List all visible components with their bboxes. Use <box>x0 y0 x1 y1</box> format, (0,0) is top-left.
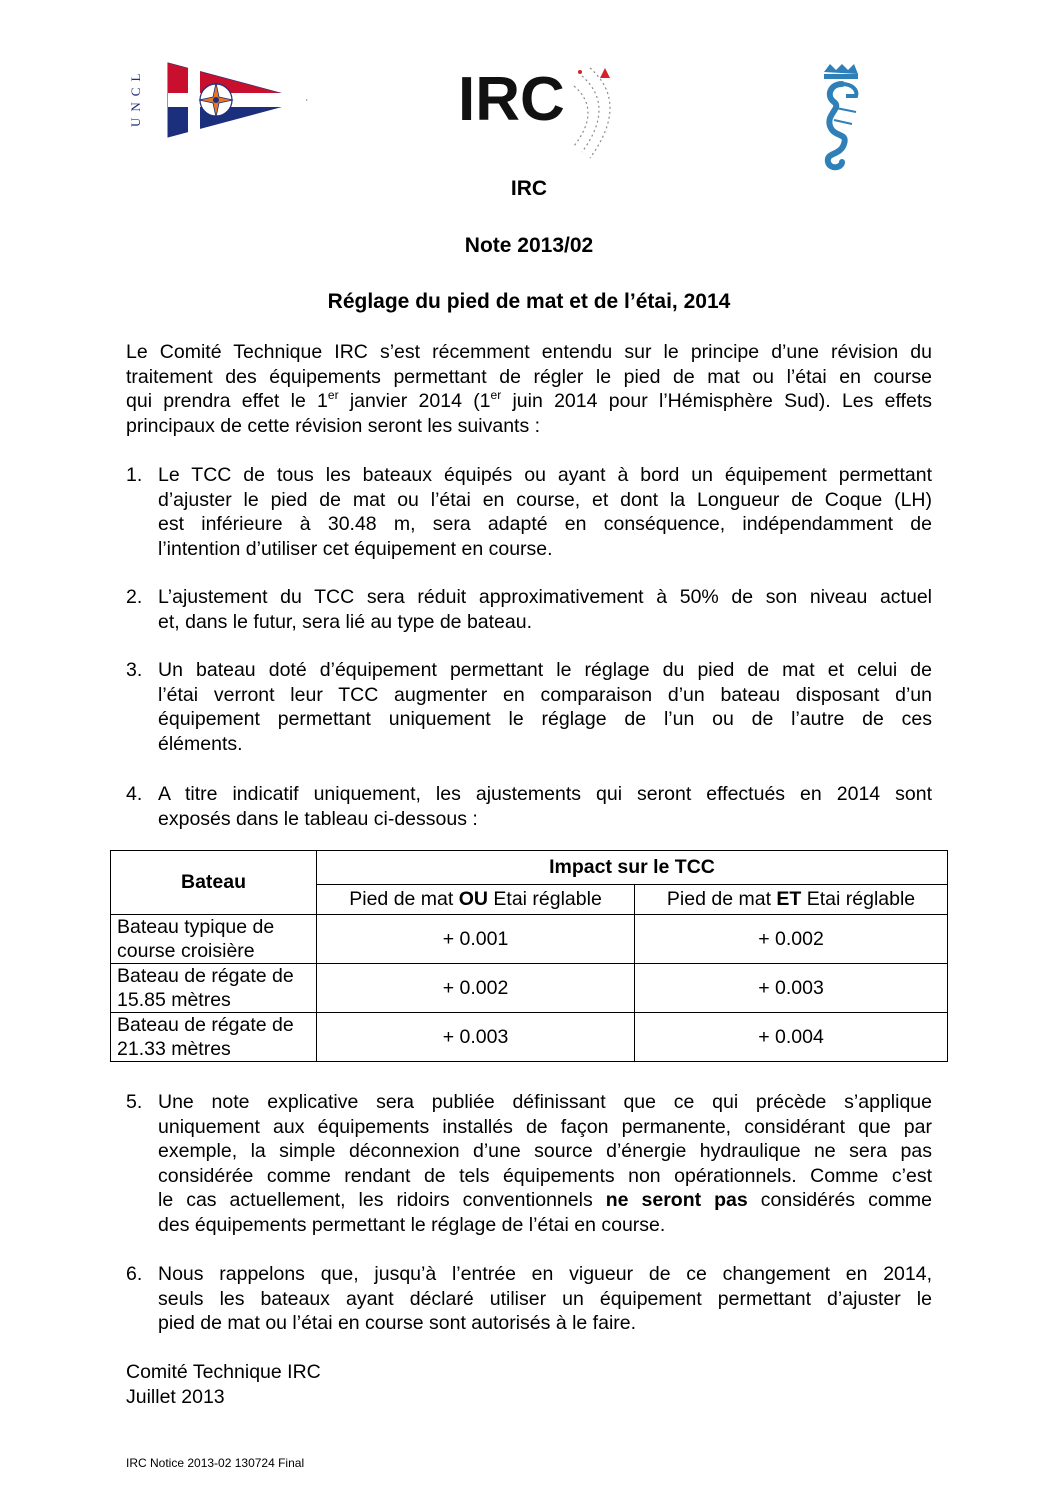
list-item-text: Une note explicative sera publiée définissant que ce qui précède s’applique uniquement aux équipements installés de façon permanente, considérant que par exemple, la simple déconnexion d’une source d’énergie hydraulique ne sera pas considérée comme rendant de tels équipements non opérationnels. Comme c’est le cas actuellement, les ridoirs conventionnels ne seront pas considérés comme des équipements permettant le réglage de l’étai en course. <box>158 1091 932 1236</box>
intro-line: Le Comité Technique IRC s’est récemment entendu sur le principe d’une révision du <box>126 341 932 363</box>
document-footer: IRC Notice 2013-02 130724 Final <box>126 1456 305 1470</box>
list-item-number: 2. <box>126 586 143 608</box>
list-item-number: 3. <box>126 659 143 681</box>
note-number: Note 2013/02 <box>464 234 594 257</box>
table-cell-value: + 0.001 <box>317 915 635 964</box>
seahorse-emblem <box>812 62 868 172</box>
irc-logo <box>440 48 640 168</box>
table-cell-value: + 0.003 <box>635 964 948 1013</box>
tcc-impact-table <box>110 850 948 1062</box>
list-item-number: 4. <box>126 783 143 805</box>
list-item-text: Nous rappelons que, jusqu’à l’entrée en vigueur de ce changement en 2014, seuls les bateaux ayant déclaré utiliser un équipement permettant d’ajuster le pied de mat ou l’étai en course sont autorisés à le faire. <box>158 1263 932 1334</box>
table-row <box>111 964 948 1013</box>
list-item-number: 1. <box>126 464 143 486</box>
list-item-text: Le TCC de tous les bateaux équipés ou ayant à bord un équipement permettant d’ajuster le pied de mat ou l’étai en course, et dont la Longueur de Coque (LH) est inférieure à 30.48 m, sera adapté en conséquence, indépendamment de l’intention d’utiliser cet équipement en course. <box>158 464 932 560</box>
table-cell-value: + 0.003 <box>317 1013 635 1062</box>
table-cell-value: + 0.002 <box>635 915 948 964</box>
table-row <box>111 915 948 964</box>
list-item-text: L’ajustement du TCC sera réduit approximativement à 50% de son niveau actuel et, dans le futur, sera lié au type de bateau. <box>158 586 932 633</box>
table-subheader-and: Pied de mat ET Etai réglable <box>635 885 948 915</box>
signature-date: Juillet 2013 <box>126 1386 225 1408</box>
signature-committee: Comité Technique IRC <box>126 1361 321 1383</box>
intro-line: principaux de cette révision seront les suivants : <box>126 414 541 437</box>
table-header-impact: Impact sur le TCC <box>317 851 948 885</box>
org-heading: IRC <box>510 177 548 200</box>
intro-paragraph <box>126 340 932 438</box>
table-cell-boat: Bateau typique de course croisière <box>111 915 317 964</box>
table-cell-value: + 0.004 <box>635 1013 948 1062</box>
table-cell-boat: Bateau de régate de 21.33 mètres <box>111 1013 317 1062</box>
irc-logo-text: IRC <box>458 65 565 134</box>
uncl-logo-text: UNCL <box>128 67 143 127</box>
document-title: Réglage du pied de mat et de l’étai, 2014 <box>327 290 731 313</box>
intro-line: traitement des équipements permettant de régler le pied de mat ou l’étai en course <box>126 365 932 388</box>
table-header-boat: Bateau <box>111 851 317 915</box>
table-subheader-or: Pied de mat OU Etai réglable <box>317 885 635 915</box>
list-item-text: Un bateau doté d’équipement permettant le réglage du pied de mat et celui de l’étai verront leur TCC augmenter en comparaison d’un bateau disposant d’un équipement permettant uniquement le réglage de l’un ou de l’autre de ces éléments. <box>158 659 932 755</box>
list-item-number: 6. <box>126 1263 143 1285</box>
table-cell-value: + 0.002 <box>317 964 635 1013</box>
list-item-text: A titre indicatif uniquement, les ajustements qui seront effectués en 2014 sont exposés dans le tableau ci-dessous : <box>158 783 932 830</box>
uncl-logo <box>130 55 310 145</box>
table-cell-boat: Bateau de régate de 15.85 mètres <box>111 964 317 1013</box>
list-item-number: 5. <box>126 1091 143 1113</box>
table-row <box>111 1013 948 1062</box>
intro-line: qui prendra effet le 1er janvier 2014 (1er juin 2014 pour l’Hémisphère Sud). Les effets <box>126 387 932 412</box>
